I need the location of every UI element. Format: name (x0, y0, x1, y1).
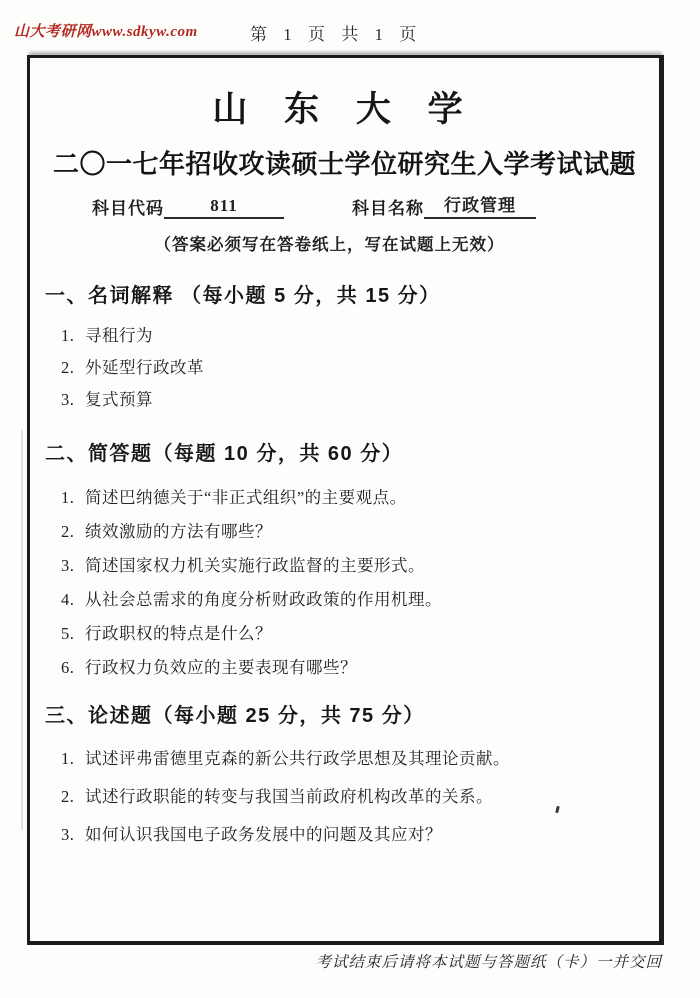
subject-code-value: 811 (164, 195, 284, 219)
question-text: 外延型行政改革 (85, 358, 204, 377)
question-item (45, 786, 641, 807)
question-item (45, 389, 641, 410)
question-item (45, 325, 641, 346)
question-text: 复式预算 (85, 390, 153, 409)
question-text: 绩效激励的方法有哪些？ (85, 522, 272, 541)
question-number: 1. (61, 326, 75, 345)
question-item (45, 824, 641, 845)
section-essay (45, 703, 641, 845)
question-text: 寻租行为 (85, 326, 153, 345)
question-text: 如何认识我国电子政务发展中的问题及其应对？ (85, 825, 442, 844)
scan-artifact-line (21, 430, 23, 830)
question-number: 4. (61, 590, 75, 609)
paper-border-frame (27, 55, 664, 945)
subject-code-label: 科目代码 (92, 199, 164, 218)
subject-name-value: 行政管理 (424, 195, 536, 219)
question-text: 行政职权的特点是什么？ (85, 624, 272, 643)
question-number: 5. (61, 624, 75, 643)
question-item (45, 589, 641, 610)
return-instruction-note: 考试结束后请将本试题与答题纸（卡）一并交回 (315, 954, 662, 971)
question-number: 6. (61, 658, 75, 677)
question-number: 3. (61, 390, 75, 409)
question-number: 1. (61, 488, 75, 507)
question-number: 2. (61, 787, 75, 806)
question-number: 3. (61, 825, 75, 844)
section-heading: 一、名词解释 （每小题 5 分，共 15 分） (45, 285, 441, 307)
question-item (45, 748, 641, 769)
subject-name-label: 科目名称 (352, 199, 424, 218)
section-definitions (45, 283, 641, 410)
university-title: 山 东 大 学 (212, 90, 477, 129)
exam-title: 二〇一七年招收攻读硕士学位研究生入学考试试题 (52, 150, 636, 179)
section-short-answer (45, 441, 641, 678)
section-heading: 三、论述题（每小题 25 分，共 75 分） (45, 705, 425, 727)
question-text: 行政权力负效应的主要表现有哪些？ (85, 658, 357, 677)
question-number: 2. (61, 522, 75, 541)
question-item (45, 357, 641, 378)
section-heading: 二、简答题（每题 10 分，共 60 分） (45, 443, 404, 465)
site-watermark: 山大考研网www.sdkyw.com (14, 24, 198, 40)
question-text: 试述评弗雷德里克森的新公共行政学思想及其理论贡献。 (85, 749, 510, 768)
question-text: 试述行政职能的转变与我国当前政府机构改革的关系。 (85, 787, 493, 806)
question-item (45, 487, 641, 508)
question-number: 2. (61, 358, 75, 377)
answer-instruction-note: （答案必须写在答卷纸上，写在试题上无效） (154, 235, 505, 254)
question-text: 简述国家权力机关实施行政监督的主要形式。 (85, 556, 425, 575)
question-item (45, 657, 641, 678)
subject-line (92, 194, 536, 219)
question-item (45, 521, 641, 542)
question-item (45, 555, 641, 576)
question-text: 从社会总需求的角度分析财政政策的作用机理。 (85, 590, 442, 609)
question-text: 简述巴纳德关于“非正式组织”的主要观点。 (85, 488, 407, 507)
question-number: 3. (61, 556, 75, 575)
question-item (45, 623, 641, 644)
question-number: 1. (61, 749, 75, 768)
page-indicator: 第 1 页 共 1 页 (250, 25, 423, 44)
